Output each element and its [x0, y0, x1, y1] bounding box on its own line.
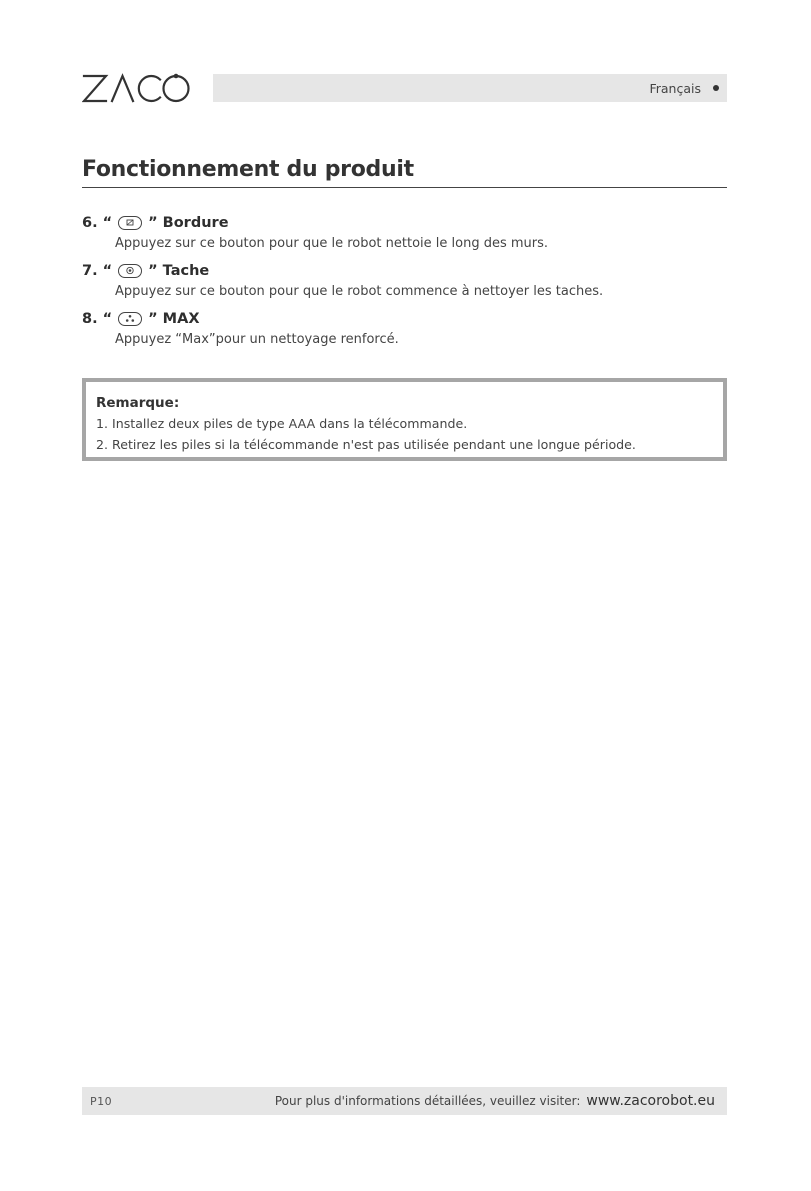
item-heading — [82, 212, 727, 234]
item-heading — [82, 308, 727, 330]
note-line: 2. Retirez les piles si la télécommande n'est pas utilisée pendant une longue période. — [96, 437, 636, 452]
item-number: 7. — [82, 263, 98, 279]
page-footer — [82, 1087, 727, 1115]
footer-text: Pour plus d'informations détaillées, veuillez visiter: — [274, 1094, 581, 1108]
item-description: Appuyez sur ce bouton pour que le robot nettoie le long des murs. — [115, 236, 549, 251]
close-quote: ” — [148, 215, 158, 231]
language-bar — [213, 74, 727, 102]
bullet-dot-icon — [713, 85, 719, 91]
page-number: P10 — [90, 1094, 113, 1108]
list-item — [82, 260, 727, 302]
spot-mode-icon — [118, 264, 142, 278]
language-label: Français — [649, 80, 701, 96]
edge-mode-icon — [118, 216, 142, 230]
close-quote: ” — [148, 263, 158, 279]
list-item — [82, 212, 727, 254]
item-description: Appuyez sur ce bouton pour que le robot commence à nettoyer les taches. — [115, 284, 604, 299]
close-quote: ” — [148, 311, 158, 327]
item-heading — [82, 260, 727, 282]
title-divider — [82, 187, 727, 188]
open-quote: “ — [102, 311, 113, 327]
open-quote: “ — [102, 215, 113, 231]
item-number: 8. — [82, 311, 98, 327]
open-quote: “ — [102, 263, 113, 279]
max-mode-icon — [118, 312, 142, 326]
item-name: MAX — [162, 311, 200, 327]
website-link[interactable]: www.zacorobot.eu — [586, 1093, 715, 1109]
item-number: 6. — [82, 215, 98, 231]
page-title: Fonctionnement du produit — [82, 157, 414, 182]
note-box — [82, 378, 727, 461]
note-title: Remarque: — [96, 395, 180, 411]
item-name: Tache — [162, 263, 210, 279]
footer-info — [275, 1093, 715, 1109]
note-line: 1. Installez deux piles de type AAA dans la télécommande. — [96, 416, 468, 431]
item-name: Bordure — [162, 215, 229, 231]
item-description: Appuyez “Max”pour un nettoyage renforcé. — [115, 332, 399, 347]
zaco-logo — [82, 70, 192, 106]
instruction-list — [82, 212, 727, 356]
list-item — [82, 308, 727, 350]
